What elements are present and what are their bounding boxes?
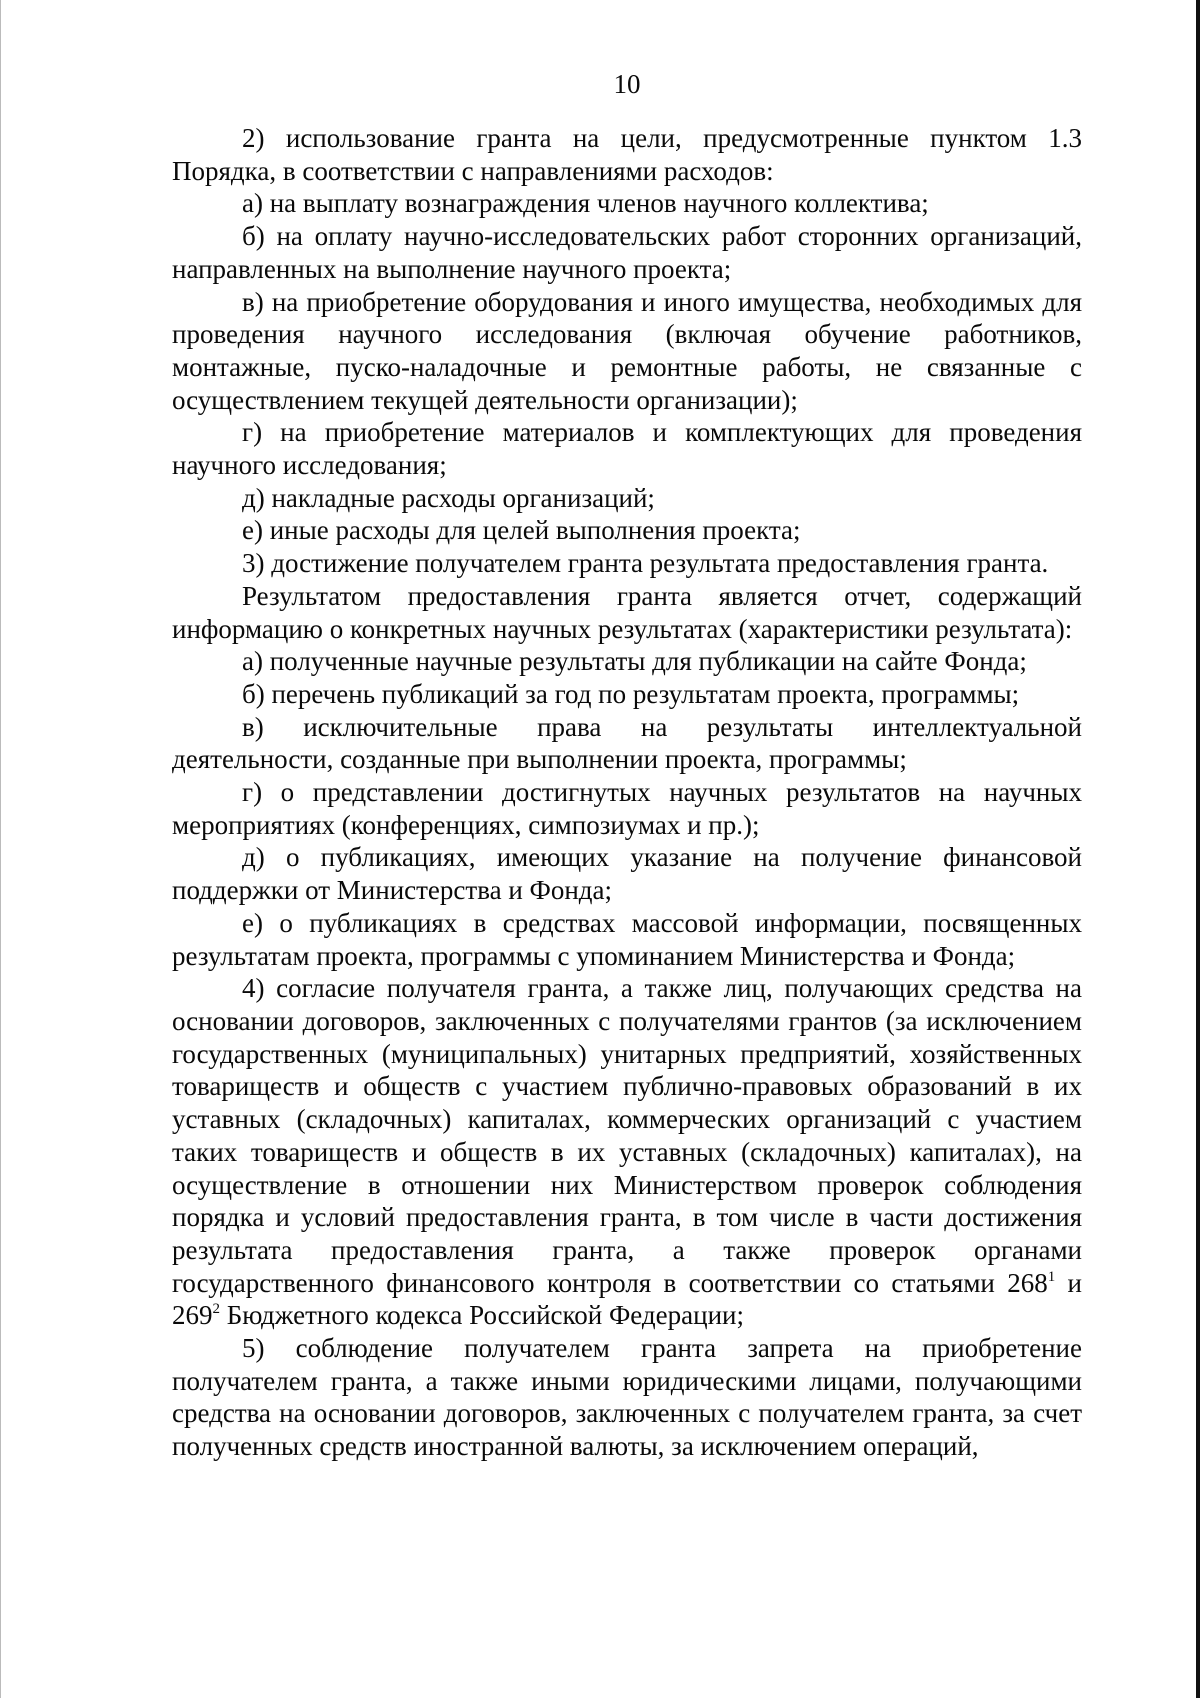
paragraph-item-2: 2) использование гранта на цели, предусмотренные пунктом 1.3 Порядка, в соответствии с направлениями расходов:	[172, 123, 1082, 186]
result-definition: Результатом предоставления гранта является отчет, содержащий информацию о конкретных научных результатах (характеристики результата):	[172, 580, 1082, 644]
paragraph-item-4	[172, 972, 1082, 1332]
item-4-text-middle: и 269	[172, 1267, 1082, 1331]
result-item-a: а) полученные научные результаты для публикации на сайте Фонда;	[242, 646, 1027, 677]
item-4-text-after: Бюджетного кодекса Российской Федерации;	[220, 1300, 744, 1331]
subitem-2e: е) иные расходы для целей выполнения проекта;	[242, 515, 801, 546]
document-page	[172, 68, 1082, 1463]
paragraph-item-3: 3) достижение получателем гранта результата предоставления гранта.	[242, 548, 1049, 579]
subitem-2d: д) накладные расходы организаций;	[242, 482, 655, 513]
scan-left-edge	[0, 0, 1, 1698]
footnote-superscript-1: 1	[1047, 1268, 1056, 1285]
item-4-text-before: 4) согласие получателя гранта, а также лиц, получающих средства на основании договоров, заключенных с получателями грантов (за исключением государственных (муниципальных) унитарных предприятий, хозяйственных товариществ и обществ с участием публично-правовых образований в их уставных (складочных) капиталах, коммерческих организаций с участием таких товариществ и обществ в их уставных (складочных) капиталах), на осуществление в отношении них Министерством проверок соблюдения порядка и условий предоставления гранта, в том числе в части достижения результата предоставления гранта, а также проверок органами государственного финансового контроля в соответствии со статьями 268	[172, 973, 1082, 1298]
subitem-2b: б) на оплату научно-исследовательских работ сторонних организаций, направленных на выполнение научного проекта;	[172, 221, 1082, 284]
result-item-e: е) о публикациях в средствах массовой информации, посвященных результатам проекта, программы с упоминанием Министерства и Фонда;	[172, 907, 1082, 971]
subitem-2a: а) на выплату вознаграждения членов научного коллектива;	[242, 188, 929, 219]
subitem-2g: г) на приобретение материалов и комплектующих для проведения научного исследования;	[172, 417, 1082, 481]
scan-right-edge	[1196, 0, 1200, 1698]
paragraph-item-5: 5) соблюдение получателем гранта запрета на приобретение получателем гранта, а также иными юридическими лицами, получающими средства на основании договоров, заключенных с получателем гранта, за счет полученных средств иностранной валюты, за исключением операций,	[172, 1333, 1082, 1462]
page-number: 10	[613, 69, 641, 99]
subitem-2v: в) на приобретение оборудования и иного имущества, необходимых для проведения научного исследования (включая обучение работников, монтажные, пуско-наладочные и ремонтные работы, не связанные с осуществлением текущей деятельности организации);	[172, 286, 1082, 415]
result-item-v: в) исключительные права на результаты интеллектуальной деятельности, созданные при выполнении проекта, программы;	[172, 711, 1082, 775]
result-item-g: г) о представлении достигнутых научных результатов на научных мероприятиях (конференциях, симпозиумах и пр.);	[172, 777, 1082, 840]
result-item-b: б) перечень публикаций за год по результатам проекта, программы;	[242, 678, 1020, 709]
result-item-d: д) о публикациях, имеющих указание на получение финансовой поддержки от Министерства и Фонда;	[172, 842, 1082, 906]
footnote-superscript-2: 2	[212, 1301, 220, 1318]
